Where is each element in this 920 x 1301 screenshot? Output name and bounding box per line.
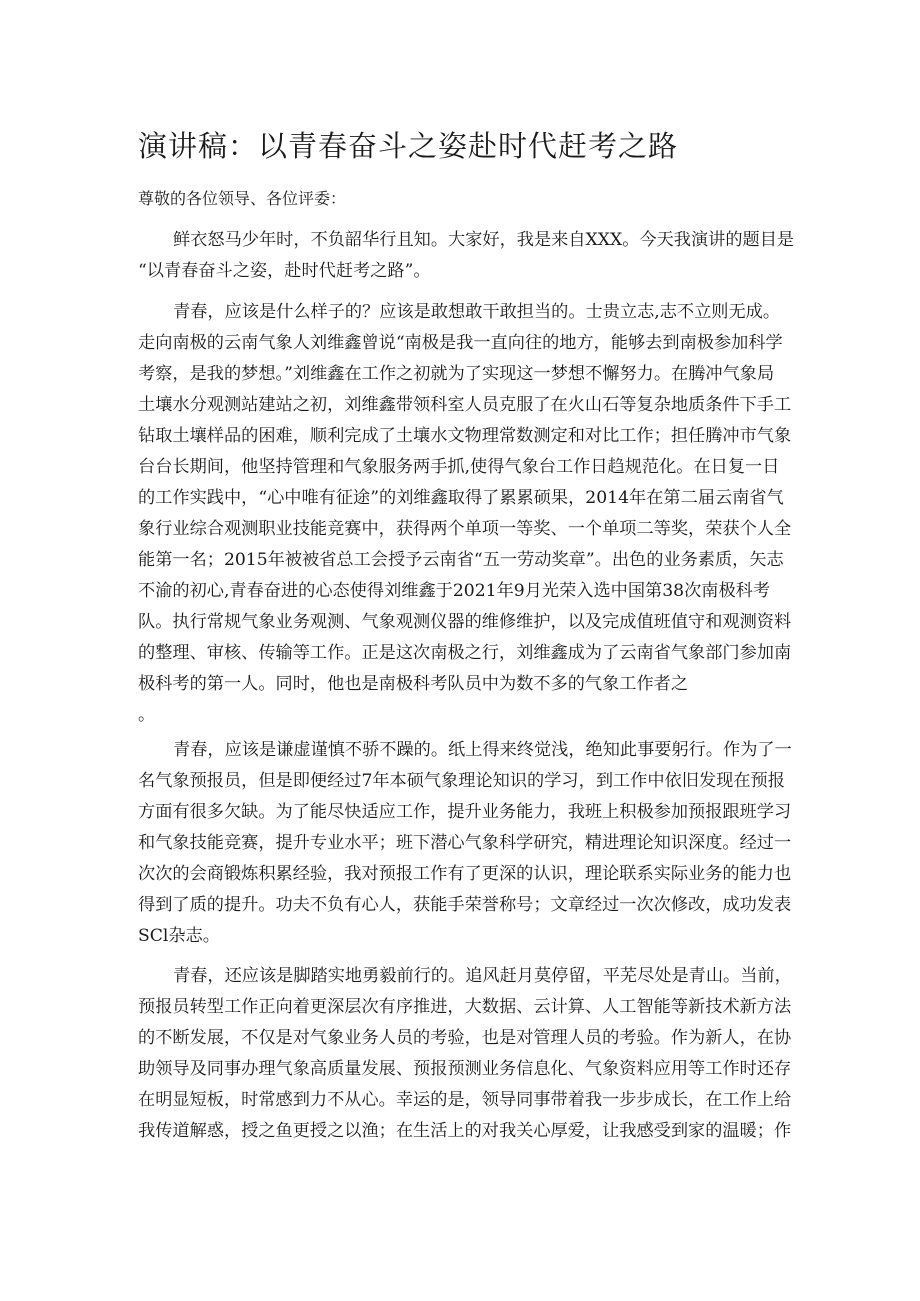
paragraph-line: 名气象预报员，但是即便经过7年本硕气象理论知识的学习，到工作中依旧发现在预报 [138,771,785,791]
paragraph-line: 在明显短板，时常感到力不从心。幸运的是，领导同事带着我一步步成长，在工作上给 [138,1090,792,1110]
paragraph-line: 走向南极的云南气象人刘维鑫曾说“南极是我一直向往的地方，能够去到南极参加科学 [138,333,783,353]
salutation: 尊敬的各位领导、各位评委： [138,189,347,208]
paragraph-line: 青春，应该是什么样子的？应该是敢想敢干敢担当的。士贵立志,志不立则无成。 [173,302,781,322]
paragraph-line: 极科考的第一人。同时，他也是南极科考队员中为数不多的气象工作者之 [138,674,689,694]
paragraph-line: 不渝的初心,青春奋进的心态使得刘维鑫于2021年9月光荣入选中国第38次南极科考 [138,581,771,601]
paragraph-line: 次次的会商锻炼积累经验，我对预报工作有了更深的认识，理论联系实际业务的能力也 [138,864,792,884]
paragraph-line: 考察，是我的梦想。”刘维鑫在工作之初就为了实现这一梦想不懈努力。在腾冲气象局 [138,364,775,384]
paragraph-line: 得到了质的提升。功夫不负有心人，获能手荣誉称号；文章经过一次次修改，成功发表 [138,895,792,915]
paragraph-line: 鲜衣怒马少年时，不负韶华行且知。大家好，我是来自XXX。今天我演讲的题目是 [173,230,795,250]
paragraph-line: 钻取土壤样品的困难，顺利完成了土壤水文物理常数测定和对比工作；担任腾冲市气象 [138,426,792,446]
paragraph-line: 青春，还应该是脚踏实地勇毅前行的。追风赶月莫停留，平芜尽处是青山。当前， [173,966,792,986]
paragraph-line: “以青春奋斗之姿，赴时代赶考之路”。 [138,261,431,281]
paragraph-line: 预报员转型工作正向着更深层次有序推进，大数据、云计算、人工智能等新技术新方法 [138,997,792,1017]
paragraph-line: 方面有很多欠缺。为了能尽快适应工作，提升业务能力，我班上积极参加预报跟班学习 [138,802,792,822]
paragraph-line: 助领导及同事办理气象高质量发展、预报预测业务信息化、气象资料应用等工作时还存 [138,1059,792,1079]
paragraph-line: 象行业综合观测职业技能竞赛中，获得两个单项一等奖、一个单项二等奖，荣获个人全 [138,519,792,539]
paragraph-line: 的工作实践中，“心中唯有征途”的刘维鑫取得了累累硕果，2014年在第二届云南省气 [138,488,784,508]
paragraph-liu-weixin [138,297,792,731]
paragraph-line: SCl杂志。 [138,926,220,946]
paragraph-line: 。 [138,705,156,725]
paragraph-line: 的整理、审核、传输等工作。正是这次南极之行，刘维鑫成为了云南省气象部门参加南 [138,643,792,663]
paragraph-line: 和气象技能竞赛，提升专业水平；班下潜心气象科学研究，精进理论知识深度。经过一 [138,833,792,853]
page-title: 演讲稿：以青春奋斗之姿赴时代赶考之路 [138,129,679,163]
paragraph-forecaster [138,735,792,952]
paragraph-line: 土壤水分观测站建站之初，刘维鑫带领科室人员克服了在火山石等复杂地质条件下手工 [138,395,792,415]
paragraph-line: 队。执行常规气象业务观测、气象观测仪器的维修维护，以及完成值班值守和观测资料 [138,612,792,632]
paragraph-line: 能第一名；2015年被被省总工会授予云南省“五一劳动奖章”。出色的业务素质，矢志 [138,550,784,570]
paragraph-line: 台台长期间，他坚持管理和气象服务两手抓,使得气象台工作日趋规范化。在日复一日 [138,457,780,477]
paragraph-transformation [138,961,792,1147]
paragraph-line: 的不断发展，不仅是对气象业务人员的考验，也是对管理人员的考验。作为新人，在协 [138,1028,792,1048]
paragraph-line: 青春，应该是谦虚谨慎不骄不躁的。纸上得来终觉浅，绝知此事要躬行。作为了一 [173,740,792,760]
paragraph-opening [138,225,795,287]
paragraph-line: 我传道解惑，授之鱼更授之以渔；在生活上的对我关心厚爱，让我感受到家的温暖；作 [138,1121,792,1141]
